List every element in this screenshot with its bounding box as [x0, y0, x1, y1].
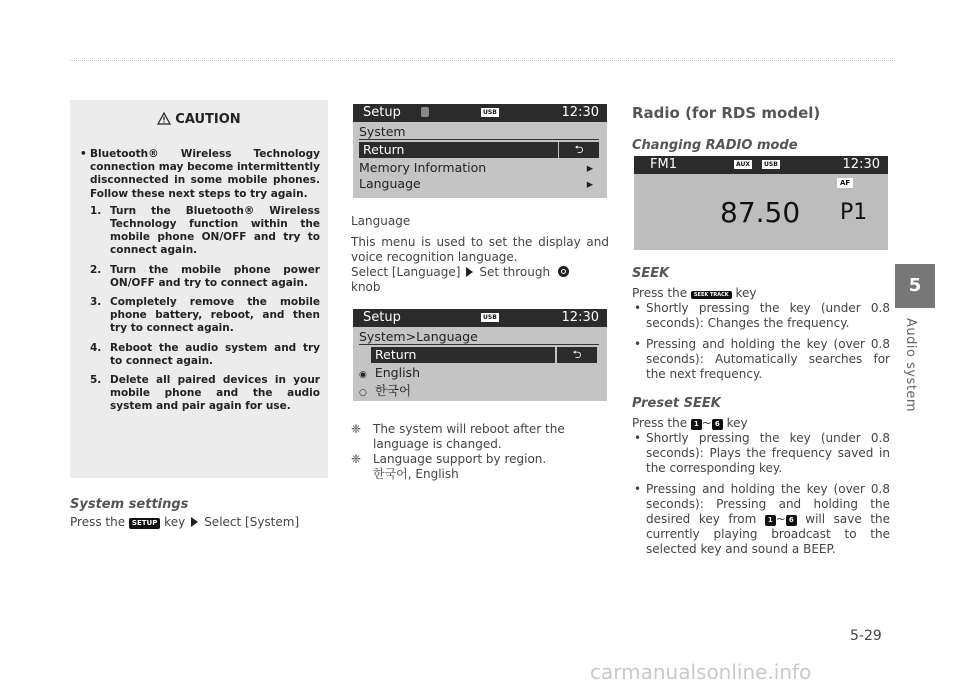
menu-item-memory: Memory Information ▸	[359, 160, 593, 175]
preset-instruction: Press the 1 ~ 6 key	[632, 416, 748, 430]
setup-system-screen	[353, 104, 607, 198]
radio-frequency: 87.50	[720, 196, 801, 229]
note: ❈ The system will reboot after the language is changed.	[351, 422, 565, 451]
seek-item: • Shortly pressing the key (under 0.8 seconds): Changes the frequency.	[634, 301, 890, 330]
radio-heading: Radio (for RDS model)	[632, 104, 821, 122]
preset-1-key-icon: 1	[765, 515, 776, 526]
top-divider	[70, 60, 895, 61]
caution-step: 5. Delete all paired devices in your mobile phone and the audio system and pair again for use.	[90, 374, 320, 413]
return-icon: ⮌	[559, 142, 599, 158]
menu-item-return: Return	[359, 142, 558, 158]
language-option-english: ◉ English	[359, 365, 420, 380]
system-settings-instruction: Press the SETUP key Select [System]	[70, 515, 300, 529]
changing-radio-mode-heading: Changing RADIO mode	[632, 138, 798, 153]
warning-triangle-icon	[157, 112, 171, 129]
chapter-tab: 5	[895, 264, 935, 308]
aux-badge: AUX	[736, 161, 750, 168]
radio-preset: P1	[840, 200, 868, 225]
language-screen	[353, 309, 607, 401]
chapter-label: Audio system	[903, 318, 918, 413]
caution-intro: Bluetooth® Wireless Technology connection may become intermittently disconnected in some mobile phones. Follow these next steps to try again.	[90, 148, 320, 200]
caution-steps	[80, 205, 320, 414]
notes	[351, 422, 609, 482]
caution-step: 2. Turn the mobile phone power ON/OFF and try to connect again.	[90, 263, 320, 289]
language-section	[351, 214, 609, 295]
watermark: carmanualsonline.info	[590, 660, 812, 684]
caution-step: 4. Reboot the audio system and try to connect again.	[90, 341, 320, 367]
menu-item-return: Return	[371, 347, 555, 363]
usb-badge: USB	[483, 314, 497, 321]
seek-instruction: Press the SEEK TRACK key	[632, 286, 757, 300]
preset-item: • Pressing and holding the key (over 0.8 seconds): Pressing and holding the desired key from 1 ~ 6 will save the currently playing broadcast to the selected key and sound a BEEP.	[634, 482, 890, 556]
caution-step: 3. Completely remove the mobile phone battery, reboot, and then try to connect again.	[90, 296, 320, 335]
chevron-right-icon: ▸	[586, 176, 593, 191]
screen-header: System>Language	[359, 329, 599, 345]
arrow-right-icon	[191, 517, 198, 527]
seek-heading: SEEK	[632, 266, 670, 281]
seek-section	[632, 266, 890, 382]
usb-badge: USB	[764, 161, 778, 168]
language-select: Select [Language] Set through knob	[351, 265, 609, 295]
af-badge: AF	[837, 178, 853, 188]
preset-1-key-icon: 1	[691, 419, 702, 430]
system-settings-heading: System settings	[70, 497, 189, 512]
seek-track-key-icon: SEEK TRACK	[691, 291, 732, 299]
caution-title: CAUTION	[70, 112, 328, 129]
caution-step: 1. Turn the Bluetooth® Wireless Technology function within the mobile phone ON/OFF and try to connect again.	[90, 204, 320, 257]
return-icon: ⮌	[557, 347, 597, 363]
language-option-korean: ○ 한국어	[359, 383, 412, 398]
note: ❈ Language support by region. 한국어, English	[351, 452, 547, 481]
tune-knob-icon	[558, 266, 569, 277]
menu-item-language: Language ▸	[359, 176, 593, 191]
preset-seek-section	[632, 396, 890, 557]
radio-selected-icon: ◉	[359, 370, 367, 380]
language-desc: This menu is used to set the display and voice recognition language.	[351, 235, 609, 264]
radio-unselected-icon: ○	[359, 388, 367, 398]
seek-item: • Pressing and holding the key (over 0.8 seconds): Automatically searches for the next frequency.	[634, 337, 890, 381]
preset-6-key-icon: 6	[712, 419, 723, 430]
screen-header: System	[359, 124, 599, 140]
setup-key-icon: SETUP	[129, 518, 160, 529]
caution-body	[80, 148, 320, 420]
radio-screen	[634, 156, 888, 250]
preset-item: • Shortly pressing the key (under 0.8 seconds): Plays the frequency saved in the corresponding key.	[634, 431, 890, 475]
preset-6-key-icon: 6	[786, 515, 797, 526]
caution-box	[70, 100, 328, 478]
chevron-right-icon: ▸	[586, 160, 593, 175]
screen-status-bar: FM1 AUX USB 12:30	[634, 156, 888, 174]
page-number: 5-29	[850, 628, 882, 644]
preset-seek-heading: Preset SEEK	[632, 396, 721, 411]
screen-status-bar: Setup USB 12:30	[353, 309, 607, 327]
bluetooth-icon	[421, 107, 429, 117]
screen-status-bar: Setup USB 12:30	[353, 104, 607, 122]
arrow-right-icon	[466, 267, 473, 277]
language-heading: Language	[351, 214, 411, 228]
usb-badge: USB	[483, 109, 497, 116]
bullet: •	[80, 148, 87, 160]
